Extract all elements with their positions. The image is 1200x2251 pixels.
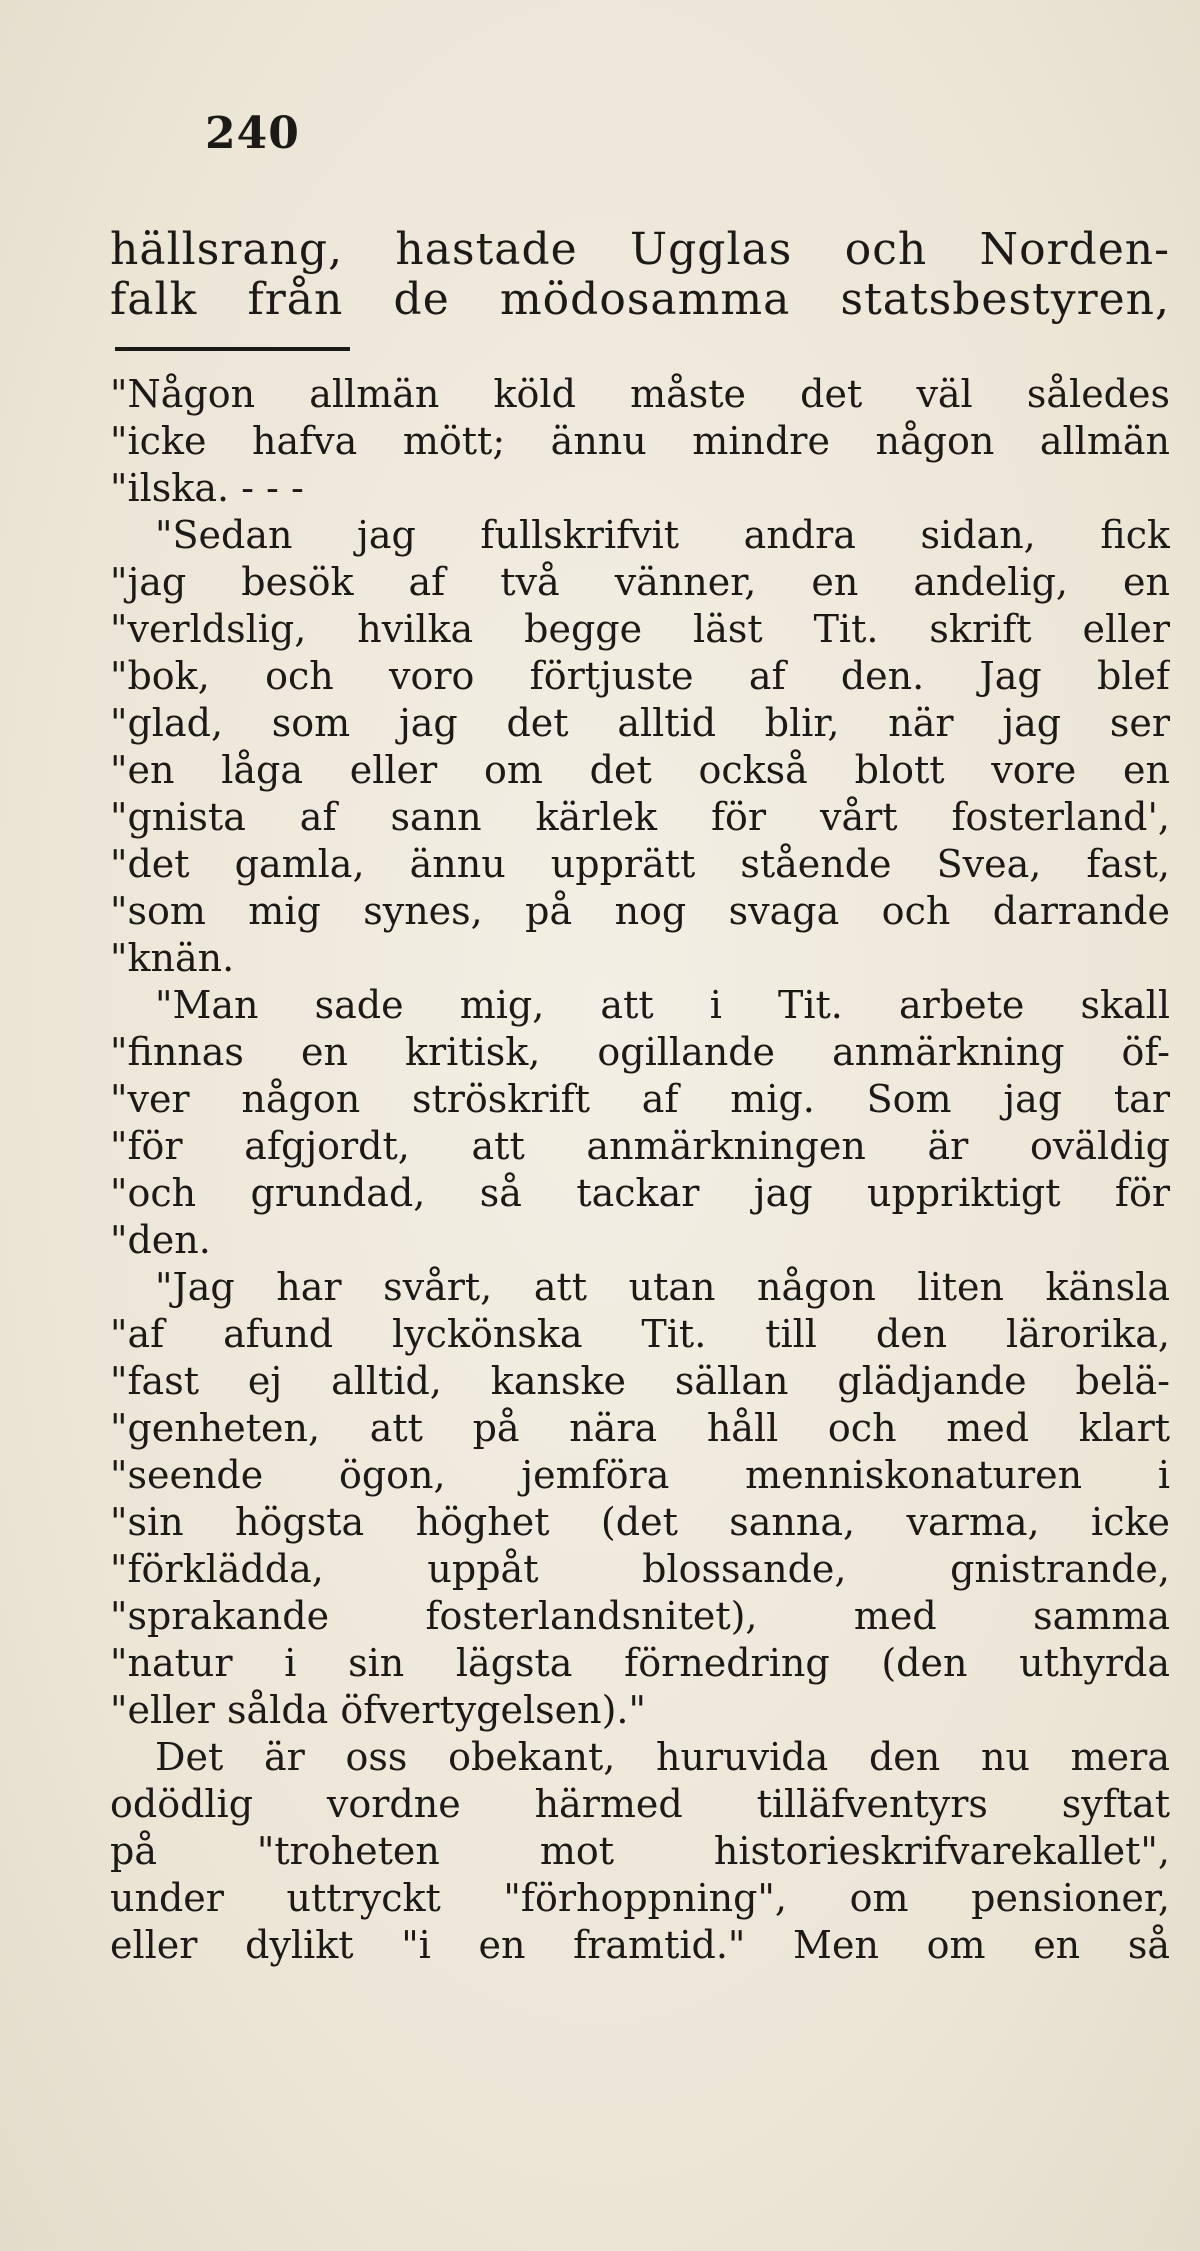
- page-number: 240: [205, 108, 300, 159]
- page-body: [110, 225, 1170, 1969]
- quote-line: "den.: [110, 1218, 211, 1262]
- quote-line: "ver någon ströskrift af mig. Som jag tar: [110, 1077, 1170, 1121]
- closing-line: odödlig vordne härmed tilläfventyrs syftat: [110, 1782, 1170, 1826]
- header-line-2: falk från de mödosamma statsbestyren,: [110, 275, 1170, 325]
- quote-line: "finnas en kritisk, ogillande anmärkning öf-: [110, 1030, 1170, 1074]
- quote-line: "eller sålda öfvertygelsen).": [110, 1688, 646, 1732]
- header-line-1: hällsrang, hastade Ugglas och Norden-: [110, 225, 1170, 275]
- closing-paragraph: [110, 1734, 1170, 1969]
- quote-line: "natur i sin lägsta förnedring (den uthyrda: [110, 1641, 1170, 1685]
- quote-line: "som mig synes, på nog svaga och darrande: [110, 889, 1170, 933]
- separator-rule: [115, 347, 350, 351]
- quote-line: "Sedan jag fullskrifvit andra sidan, fick: [155, 513, 1170, 557]
- quote-line: "en låga eller om det också blott vore en: [110, 748, 1170, 792]
- quote-line: "förklädda, uppåt blossande, gnistrande,: [110, 1547, 1170, 1591]
- closing-line: Det är oss obekant, huruvida den nu mera: [155, 1735, 1170, 1779]
- quote-line: "sin högsta höghet (det sanna, varma, icke: [110, 1500, 1170, 1544]
- quoted-letter: [110, 371, 1170, 1734]
- closing-line: på "troheten mot historieskrifvarekallet",: [110, 1829, 1170, 1873]
- quote-line: "det gamla, ännu upprätt stående Svea, fast,: [110, 842, 1170, 886]
- quote-line: "genheten, att på nära håll och med klart: [110, 1406, 1170, 1450]
- quote-line: "knän.: [110, 936, 235, 980]
- quote-line: "gnista af sann kärlek för vårt fosterland',: [110, 795, 1170, 839]
- quote-line: "bok, och voro förtjuste af den. Jag blef: [110, 654, 1170, 698]
- quote-line: "seende ögon, jemföra menniskonaturen i: [110, 1453, 1170, 1497]
- quote-line: "Jag har svårt, att utan någon liten känsla: [155, 1265, 1170, 1309]
- quote-line: "för afgjordt, att anmärkningen är oväldig: [110, 1124, 1170, 1168]
- quote-line: "sprakande fosterlandsnitet), med samma: [110, 1594, 1170, 1638]
- closing-line: eller dylikt "i en framtid." Men om en så: [110, 1923, 1170, 1967]
- quote-line: "icke hafva mött; ännu mindre någon allmän: [110, 419, 1170, 463]
- quote-line: "verldslig, hvilka begge läst Tit. skrift eller: [110, 607, 1170, 651]
- quote-line: "glad, som jag det alltid blir, när jag ser: [110, 701, 1170, 745]
- quote-line: "fast ej alltid, kanske sällan glädjande belä-: [110, 1359, 1170, 1403]
- quote-line: "och grundad, så tackar jag uppriktigt för: [110, 1171, 1170, 1215]
- quote-line: "jag besök af två vänner, en andelig, en: [110, 560, 1170, 604]
- quote-line: "af afund lyckönska Tit. till den lärorika,: [110, 1312, 1170, 1356]
- quote-line: "Någon allmän köld måste det väl således: [110, 372, 1170, 416]
- quote-line: "Man sade mig, att i Tit. arbete skall: [155, 983, 1170, 1027]
- quote-line: "ilska. - - -: [110, 466, 304, 510]
- closing-line: under uttryckt "förhoppning", om pensioner,: [110, 1876, 1170, 1920]
